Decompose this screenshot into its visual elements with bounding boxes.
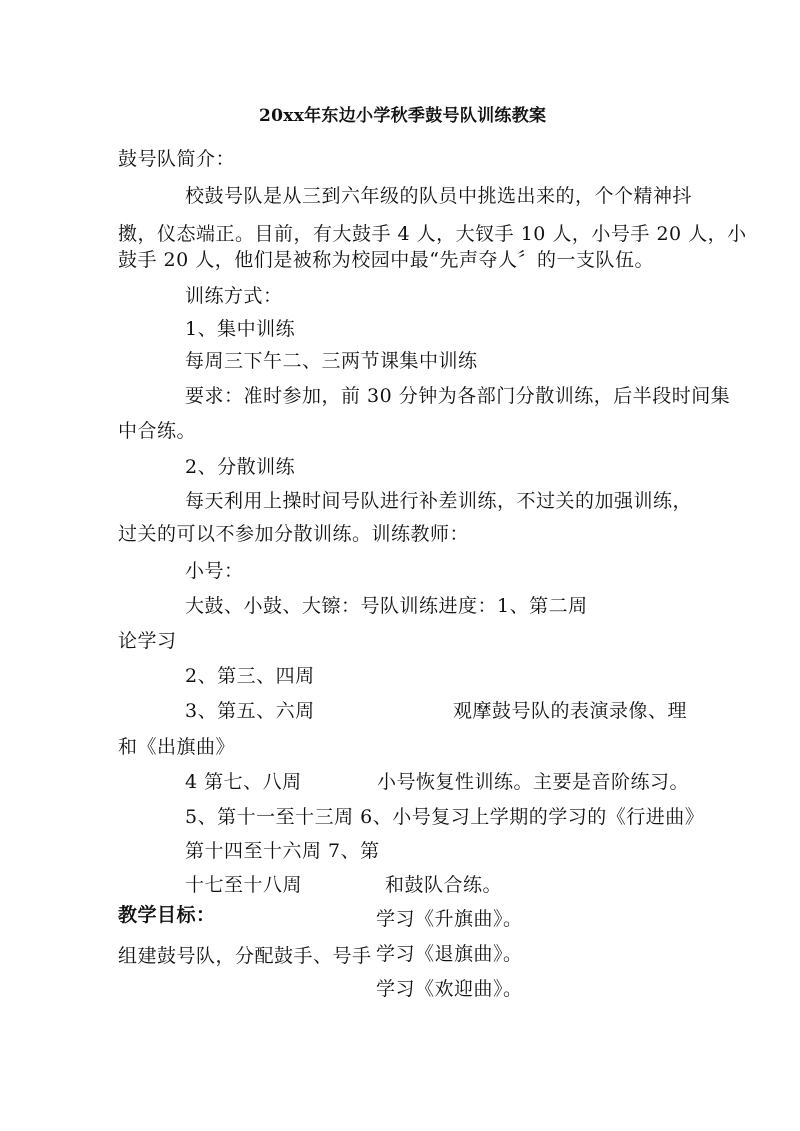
week-4-left: 4 第七、八周 [185, 771, 302, 793]
week-7-left: 十七至十八周 [185, 874, 303, 896]
teacher-trumpet: 小号： [185, 560, 244, 582]
week-4-right: 小号恢复性训练。主要是音阶练习。 [377, 771, 690, 793]
method-2-line-1: 每天利用上操时间号队进行补差训练，不过关的加强训练， [185, 490, 693, 512]
week-2: 2、第三、四周 [185, 665, 315, 687]
learn-item-1: 学习《升旗曲》。 [376, 908, 523, 930]
goals-line: 组建鼓号队，分配鼓手、号手 [118, 945, 372, 967]
intro-line-1: 校鼓号队是从三到六年级的队员中挑选出来的，个个精神抖 [185, 185, 693, 207]
teacher-drums: 大鼓、小鼓、大镲：号队训练进度：1、第二周 [185, 595, 588, 617]
week-6: 第十四至十六周 7、第 [185, 840, 380, 862]
intro-heading: 鼓号队简介： [118, 148, 236, 170]
method-1-title: 1、集中训练 [185, 318, 296, 340]
method-2-line-2: 过关的可以不参加分散训练。训练教师： [118, 523, 470, 545]
learn-item-3: 学习《欢迎曲》。 [376, 978, 523, 1000]
week-5: 5、第十一至十三周 6、小号复习上学期的学习的《行进曲》 [185, 806, 705, 828]
intro-line-2: 擞，仪态端正。目前，有大鼓手 4 人，大钗手 10 人，小号手 20 人，小 [118, 223, 747, 245]
method-1-time: 每周三下午二、三两节课集中训练 [185, 350, 478, 372]
method-1-requirement-line-2: 中合练。 [118, 420, 197, 442]
week-3-continuation: 和《出旗曲》 [118, 736, 236, 758]
page-title: 20xx年东边小学秋季鼓号队训练教案 [259, 106, 547, 126]
goals-heading: 教学目标： [118, 904, 216, 926]
method-heading: 训练方式： [185, 285, 283, 307]
method-2-title: 2、分散训练 [185, 456, 296, 478]
intro-line-3: 鼓手 20 人，他们是被称为校园中最“先声夺人〞的一支队伍。 [118, 249, 654, 271]
week-3-left: 3、第五、六周 [185, 700, 315, 722]
week-7-right: 和鼓队合练。 [385, 874, 503, 896]
method-1-requirement-line-1: 要求：准时参加，前 30 分钟为各部门分散训练，后半段时间集 [185, 385, 731, 407]
learn-item-2: 学习《退旗曲》。 [376, 943, 523, 965]
progress-continuation: 论学习 [118, 630, 177, 652]
week-3-right: 观摩鼓号队的表演录像、理 [453, 700, 688, 722]
